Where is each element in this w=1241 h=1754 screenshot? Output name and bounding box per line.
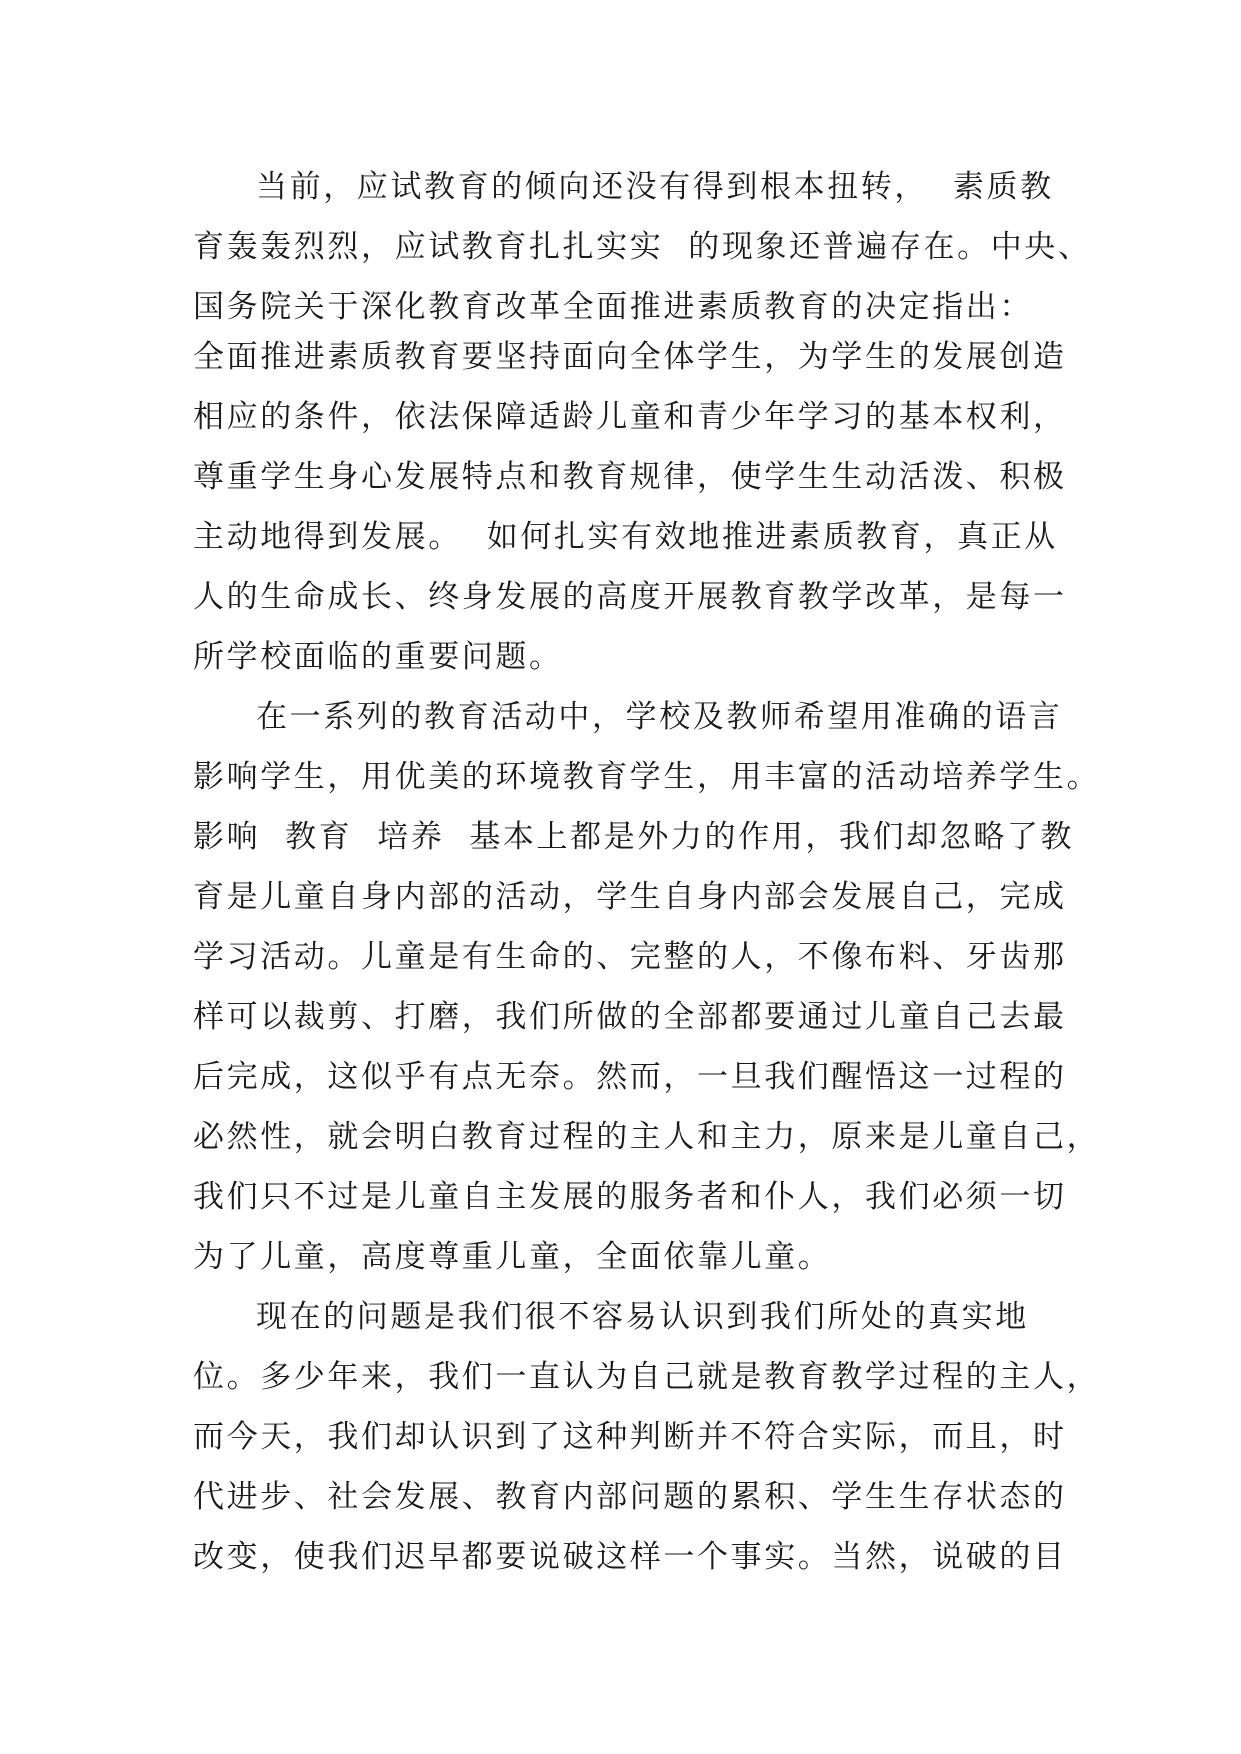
paragraph-1-line-2: 育轰轰烈烈，应试教育扎扎实实 的现象还普遍存在。中央、 bbox=[193, 229, 1092, 265]
paragraph-2-line-4: 育是儿童自身内部的活动，学生自身内部会发展自己，完成 bbox=[193, 879, 1067, 915]
paragraph-3-line-1: 现在的问题是我们很不容易认识到我们所处的真实地 bbox=[256, 1299, 1029, 1335]
paragraph-1-line-1: 当前，应试教育的倾向还没有得到根本扭转， 素质教 bbox=[256, 169, 1054, 205]
paragraph-1-line-7: 主动地得到发展。 如何扎实有效地推进素质教育，真正从 bbox=[193, 519, 1058, 555]
paragraph-2-line-8: 必然性，就会明白教育过程的主人和主力，原来是儿童自己， bbox=[193, 1119, 1101, 1155]
paragraph-2-line-1: 在一系列的教育活动中，学校及教师希望用准确的语言 bbox=[256, 699, 1063, 735]
paragraph-3-line-5: 改变，使我们迟早都要说破这样一个事实。当然，说破的目 bbox=[193, 1539, 1067, 1575]
paragraph-3-line-4: 代进步、社会发展、教育内部问题的累积、学生生存状态的 bbox=[193, 1479, 1067, 1515]
paragraph-3-line-3: 而今天，我们却认识到了这种判断并不符合实际，而且，时 bbox=[193, 1419, 1067, 1455]
paragraph-1-line-5: 相应的条件，依法保障适龄儿童和青少年学习的基本权利， bbox=[193, 399, 1067, 435]
paragraph-1-line-9: 所学校面临的重要问题。 bbox=[193, 639, 563, 675]
paragraph-1-line-4: 全面推进素质教育要坚持面向全体学生，为学生的发展创造 bbox=[193, 339, 1067, 375]
paragraph-2-line-5: 学习活动。儿童是有生命的、完整的人，不像布料、牙齿那 bbox=[193, 939, 1067, 975]
paragraph-2-line-10: 为了儿童，高度尊重儿童，全面依靠儿童。 bbox=[193, 1239, 832, 1275]
paragraph-2-line-2: 影响学生，用优美的环境教育学生，用丰富的活动培养学生。 bbox=[193, 759, 1101, 795]
paragraph-1-line-6: 尊重学生身心发展特点和教育规律，使学生生动活泼、积极 bbox=[193, 459, 1067, 495]
paragraph-1-line-8: 人的生命成长、终身发展的高度开展教育教学改革，是每一 bbox=[193, 579, 1067, 615]
paragraph-2-line-9: 我们只不过是儿童自主发展的服务者和仆人，我们必须一切 bbox=[193, 1179, 1067, 1215]
paragraph-2-line-7: 后完成，这似乎有点无奈。然而，一旦我们醒悟这一过程的 bbox=[193, 1059, 1067, 1095]
paragraph-2-line-6: 样可以裁剪、打磨，我们所做的全部都要通过儿童自己去最 bbox=[193, 999, 1067, 1035]
paragraph-3-line-2: 位。多少年来，我们一直认为自己就是教育教学过程的主人， bbox=[193, 1359, 1101, 1395]
paragraph-1-line-3: 国务院关于深化教育改革全面推进素质教育的决定指出： bbox=[193, 289, 1033, 325]
paragraph-2-line-3: 影响 教育 培养 基本上都是外力的作用，我们却忽略了教 bbox=[193, 819, 1075, 855]
